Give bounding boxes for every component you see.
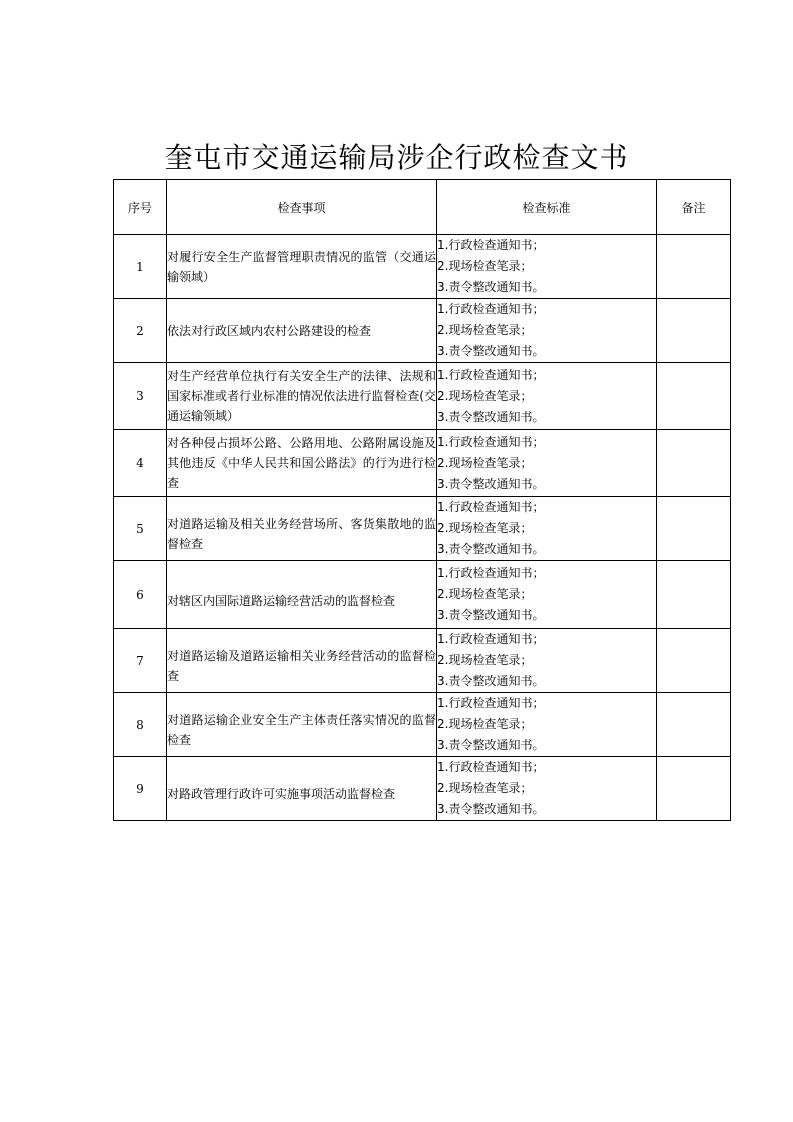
table-row bbox=[114, 757, 731, 821]
standard-line: 2.现场检查笔录； bbox=[437, 455, 533, 470]
row-seq: 8 bbox=[114, 693, 167, 757]
table-row bbox=[114, 299, 731, 363]
row-item: 对履行安全生产监督管理职责情况的监管（交通运输领域） bbox=[167, 235, 437, 299]
page-title: 奎屯市交通运输局涉企行政检查文书 bbox=[164, 141, 629, 174]
standard-line: 1.行政检查通知书； bbox=[437, 632, 545, 646]
standard-line: 1.行政检查通知书； bbox=[437, 238, 545, 252]
row-note bbox=[657, 235, 731, 299]
standard-line: 2.现场检查笔录； bbox=[437, 323, 533, 337]
standard-line: 1.行政检查通知书； bbox=[437, 696, 545, 710]
standard-line: 2.现场检查笔录； bbox=[437, 717, 533, 731]
table-row bbox=[114, 693, 731, 757]
standard-line: 2.现场检查笔录； bbox=[437, 521, 533, 535]
standard-line: 1.行政检查通知书； bbox=[437, 302, 545, 316]
row-seq: 4 bbox=[114, 430, 167, 497]
row-standard bbox=[437, 497, 657, 561]
standard-line: 2.现场检查笔录； bbox=[437, 587, 533, 601]
table-row bbox=[114, 629, 731, 693]
row-note bbox=[657, 497, 731, 561]
standard-line: 1.行政检查通知书； bbox=[437, 434, 545, 449]
row-seq: 2 bbox=[114, 299, 167, 363]
row-item: 对道路运输及相关业务经营场所、客货集散地的监督检查 bbox=[167, 497, 437, 561]
row-standard bbox=[437, 693, 657, 757]
standard-line: 1.行政检查通知书； bbox=[437, 500, 545, 514]
row-item: 依法对行政区域内农村公路建设的检查 bbox=[167, 299, 437, 363]
standard-line: 2.现场检查笔录； bbox=[437, 653, 533, 667]
row-seq: 5 bbox=[114, 497, 167, 561]
table-row bbox=[114, 363, 731, 430]
standard-line: 3.责令整改通知书。 bbox=[437, 344, 545, 358]
row-standard bbox=[437, 235, 657, 299]
standard-line: 1.行政检查通知书； bbox=[437, 760, 545, 774]
header-note: 备注 bbox=[657, 180, 731, 235]
row-standard bbox=[437, 363, 657, 430]
row-item: 对路政管理行政许可实施事项活动监督检查 bbox=[167, 757, 437, 821]
row-note bbox=[657, 299, 731, 363]
header-seq: 序号 bbox=[114, 180, 167, 235]
row-item: 对道路运输及道路运输相关业务经营活动的监督检查 bbox=[167, 629, 437, 693]
row-item: 对生产经营单位执行有关安全生产的法律、法规和国家标准或者行业标准的情况依法进行监督检查(交通运输领域） bbox=[167, 363, 437, 430]
header-standard: 检查标准 bbox=[437, 180, 657, 235]
row-note bbox=[657, 363, 731, 430]
row-note bbox=[657, 561, 731, 629]
row-note bbox=[657, 629, 731, 693]
row-seq: 1 bbox=[114, 235, 167, 299]
standard-line: 3.责令整改通知书。 bbox=[437, 674, 545, 688]
row-item: 对道路运输企业安全生产主体责任落实情况的监督检查 bbox=[167, 693, 437, 757]
row-item: 对辖区内国际道路运输经营活动的监督检查 bbox=[167, 561, 437, 629]
table-header-row bbox=[114, 180, 731, 235]
standard-line: 2.现场检查笔录； bbox=[437, 388, 533, 403]
row-standard bbox=[437, 561, 657, 629]
row-note bbox=[657, 693, 731, 757]
standard-line: 3.责令整改通知书。 bbox=[437, 802, 545, 816]
table-row bbox=[114, 235, 731, 299]
row-seq: 6 bbox=[114, 561, 167, 629]
standard-line: 1.行政检查通知书； bbox=[437, 367, 545, 382]
row-standard bbox=[437, 629, 657, 693]
row-standard bbox=[437, 757, 657, 821]
table-row bbox=[114, 430, 731, 497]
row-item: 对各种侵占损坏公路、公路用地、公路附属设施及其他违反《中华人民共和国公路法》的行为进行检查 bbox=[167, 430, 437, 497]
row-standard bbox=[437, 299, 657, 363]
standard-line: 3.责令整改通知书。 bbox=[437, 608, 545, 622]
standard-line: 3.责令整改通知书。 bbox=[437, 542, 545, 556]
row-note bbox=[657, 757, 731, 821]
standard-line: 3.责令整改通知书。 bbox=[437, 738, 545, 752]
row-seq: 7 bbox=[114, 629, 167, 693]
standard-line: 3.责令整改通知书。 bbox=[437, 409, 545, 424]
standard-line: 3.责令整改通知书。 bbox=[437, 476, 545, 491]
table-row bbox=[114, 561, 731, 629]
standard-line: 2.现场检查笔录； bbox=[437, 781, 533, 795]
standard-line: 1.行政检查通知书； bbox=[437, 566, 545, 580]
row-standard bbox=[437, 430, 657, 497]
table-row bbox=[114, 497, 731, 561]
row-seq: 9 bbox=[114, 757, 167, 821]
standard-line: 2.现场检查笔录； bbox=[437, 259, 533, 273]
row-seq: 3 bbox=[114, 363, 167, 430]
inspection-table bbox=[113, 179, 731, 821]
standard-line: 3.责令整改通知书。 bbox=[437, 280, 545, 294]
row-note bbox=[657, 430, 731, 497]
header-item: 检查事项 bbox=[167, 180, 437, 235]
